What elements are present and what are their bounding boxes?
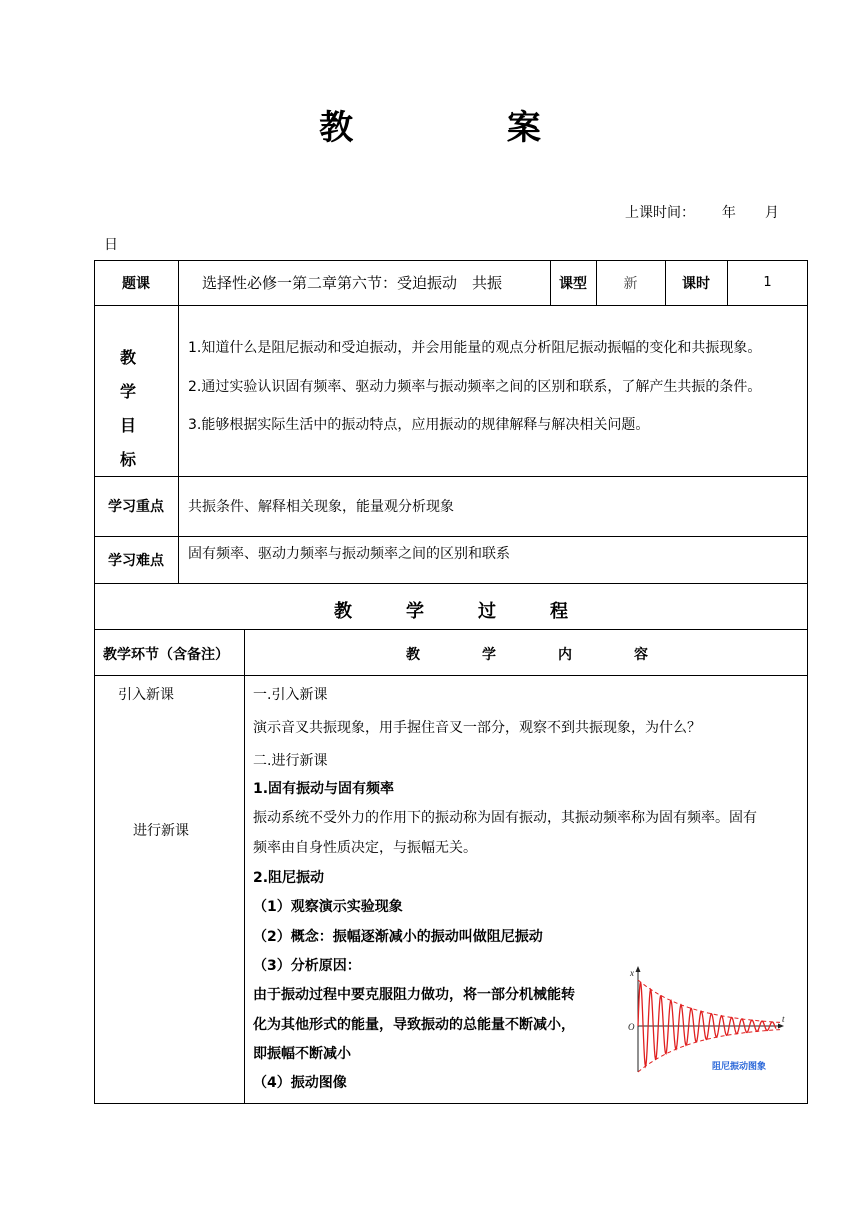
row-divider [94,629,808,630]
stage-new: 进行新课 [133,823,189,839]
row-divider [94,583,808,584]
content-heading: 2.阻尼振动 [253,870,325,886]
year-label: 年 [721,205,736,221]
page-title [0,100,860,149]
content-line: 振动系统不受外力的作用下的振动称为固有振动，其振动频率称为固有频率。固有 [253,810,757,826]
process-title-char: 程 [550,601,568,622]
goals-label-char: 目 [119,416,136,435]
title-char-1: 教 [319,108,354,148]
content-line: 即振幅不断减小 [253,1046,351,1062]
content-line: 化为其他形式的能量，导致振动的总能量不断减小， [253,1017,575,1033]
row-divider [94,305,808,306]
content-line: （4）振动图像 [253,1075,347,1091]
type-label: 课型 [559,275,587,292]
content-line: 演示音叉共振现象，用手握住音叉一部分，观察不到共振现象，为什么？ [253,720,701,736]
goals-label-char: 学 [119,382,136,401]
stage-intro: 引入新课 [118,687,174,703]
process-header-char: 容 [634,647,648,663]
class-time-line [625,202,779,222]
process-header-left: 教学环节（含备注） [103,647,229,663]
y-axis-arrow [636,966,641,972]
goals-label-char: 标 [119,450,136,469]
goals-label [108,341,148,477]
content-line: 一.引入新课 [253,687,328,703]
process-header-char: 内 [558,647,572,663]
goal-item: 2.通过实验认识固有频率、驱动力频率与振动频率之间的区别和联系，了解产生共振的条件。 [188,379,762,395]
content-line: 二.进行新课 [253,753,328,769]
origin-label: O [628,1022,635,1032]
damped-oscillation-figure [620,962,790,1080]
process-title-char: 过 [478,601,496,622]
row-divider [94,675,808,676]
difficulties-label: 学习难点 [108,552,164,569]
goal-item: 3.能够根据实际生活中的振动特点，应用振动的规律解释与解决相关问题。 [188,417,650,433]
col-divider [178,260,179,583]
process-title-char: 教 [334,601,352,622]
x-axis-label: t [782,1014,785,1024]
day-label: 日 [104,237,118,253]
key-points-label: 学习重点 [108,499,164,515]
title-char-2: 案 [506,108,541,148]
x-axis-arrow [778,1024,784,1029]
damped-wave [638,982,776,1066]
content-line: （2）概念：振幅逐渐减小的振动叫做阻尼振动 [253,929,543,945]
topic-label: 题课 [122,275,150,292]
goals-label-char: 教 [119,348,136,367]
class-time-label: 上课时间： [625,205,695,221]
content-line: 由于振动过程中要克服阻力做功，将一部分机械能转 [253,987,575,1003]
content-line: （3）分析原因： [253,958,361,974]
content-line: （1）观察演示实验现象 [253,899,403,915]
process-header-char: 学 [482,647,496,663]
col-divider [244,629,245,1104]
difficulties-value: 固有频率、驱动力频率与振动频率之间的区别和联系 [188,546,510,562]
goal-item: 1.知道什么是阻尼振动和受迫振动，并会用能量的观点分析阻尼振动振幅的变化和共振现象。 [188,340,762,356]
row-divider [94,536,808,537]
month-label: 月 [764,205,779,221]
type-value: 新 [623,275,638,292]
content-line: 频率由自身性质决定，与振幅无关。 [253,840,477,856]
hours-label: 课时 [682,275,710,292]
figure-caption: 阻尼振动图象 [712,1061,767,1071]
process-title [94,597,808,623]
process-title-char: 学 [406,601,424,622]
process-header-char: 教 [406,647,420,663]
hours-value: 1 [763,275,772,290]
y-axis-label: x [630,968,634,978]
key-points-value: 共振条件、解释相关现象，能量观分析现象 [188,499,454,515]
topic-value: 选择性必修一第二章第六节：受迫振动 共振 [202,274,503,292]
content-heading: 1.固有振动与固有频率 [253,781,395,797]
